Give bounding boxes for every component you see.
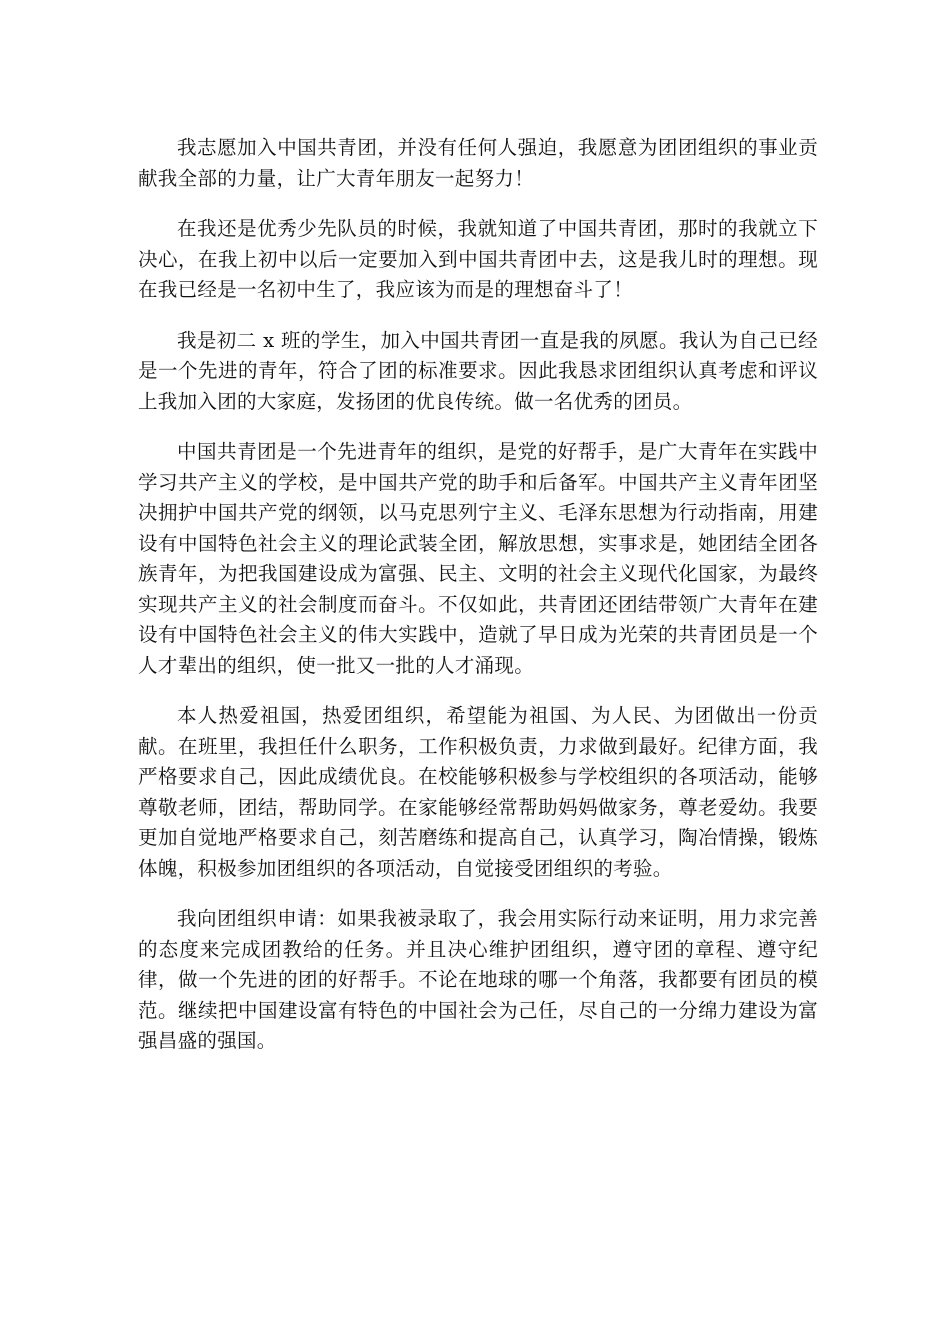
- document-body: [138, 133, 818, 1077]
- paragraph-2: 在我还是优秀少先队员的时候，我就知道了中国共青团，那时的我就立下决心，在我上初中以后一定要加入到中国共青团中去，这是我儿时的理想。现在我已经是一名初中生了，我应该为而是的理想奋斗了！: [138, 217, 818, 301]
- paragraph-3: 我是初二 x 班的学生，加入中国共青团一直是我的夙愿。我认为自己已经是一个先进的青年，符合了团的标准要求。因此我恳求团组织认真考虑和评议上我加入团的大家庭，发扬团的优良传统。做一名优秀的团员。: [138, 328, 818, 413]
- paragraph-6: 我向团组织申请：如果我被录取了，我会用实际行动来证明，用力求完善的态度来完成团教给的任务。并且决心维护团组织，遵守团的章程、遵守纪律，做一个先进的团的好帮手。不论在地球的哪一个角落，我都要有团员的模范。继续把中国建设富有特色的中国社会为己任，尽自己的一分绵力建设为富强昌盛的强国。: [138, 907, 818, 1052]
- paragraph-5: 本人热爱祖国，热爱团组织，希望能为祖国、为人民、为团做出一份贡献。在班里，我担任什么职务，工作积极负责，力求做到最好。纪律方面，我严格要求自己，因此成绩优良。在校能够积极参与学校组织的各项活动，能够尊敬老师，团结，帮助同学。在家能够经常帮助妈妈做家务，尊老爱幼。我要更加自觉地严格要求自己，刻苦磨练和提高自己，认真学习，陶冶情操，锻炼体魄，积极参加团组织的各项活动，自觉接受团组织的考验。: [138, 704, 818, 880]
- paragraph-4: 中国共青团是一个先进青年的组织，是党的好帮手，是广大青年在实践中学习共产主义的学校，是中国共产党的助手和后备军。中国共产主义青年团坚决拥护中国共产党的纲领，以马克思列宁主义、毛泽东思想为行动指南，用建设有中国特色社会主义的理论武装全团，解放思想，实事求是，她团结全团各族青年，为把我国建设成为富强、民主、文明的社会主义现代化国家，为最终实现共产主义的社会制度而奋斗。不仅如此，共青团还团结带领广大青年在建设有中国特色社会主义的伟大实践中，造就了早日成为光荣的共青团员是一个人才辈出的组织，使一批又一批的人才涌现。: [138, 440, 818, 677]
- paragraph-1: 我志愿加入中国共青团，并没有任何人强迫，我愿意为团团组织的事业贡献我全部的力量，让广大青年朋友一起努力！: [138, 136, 818, 190]
